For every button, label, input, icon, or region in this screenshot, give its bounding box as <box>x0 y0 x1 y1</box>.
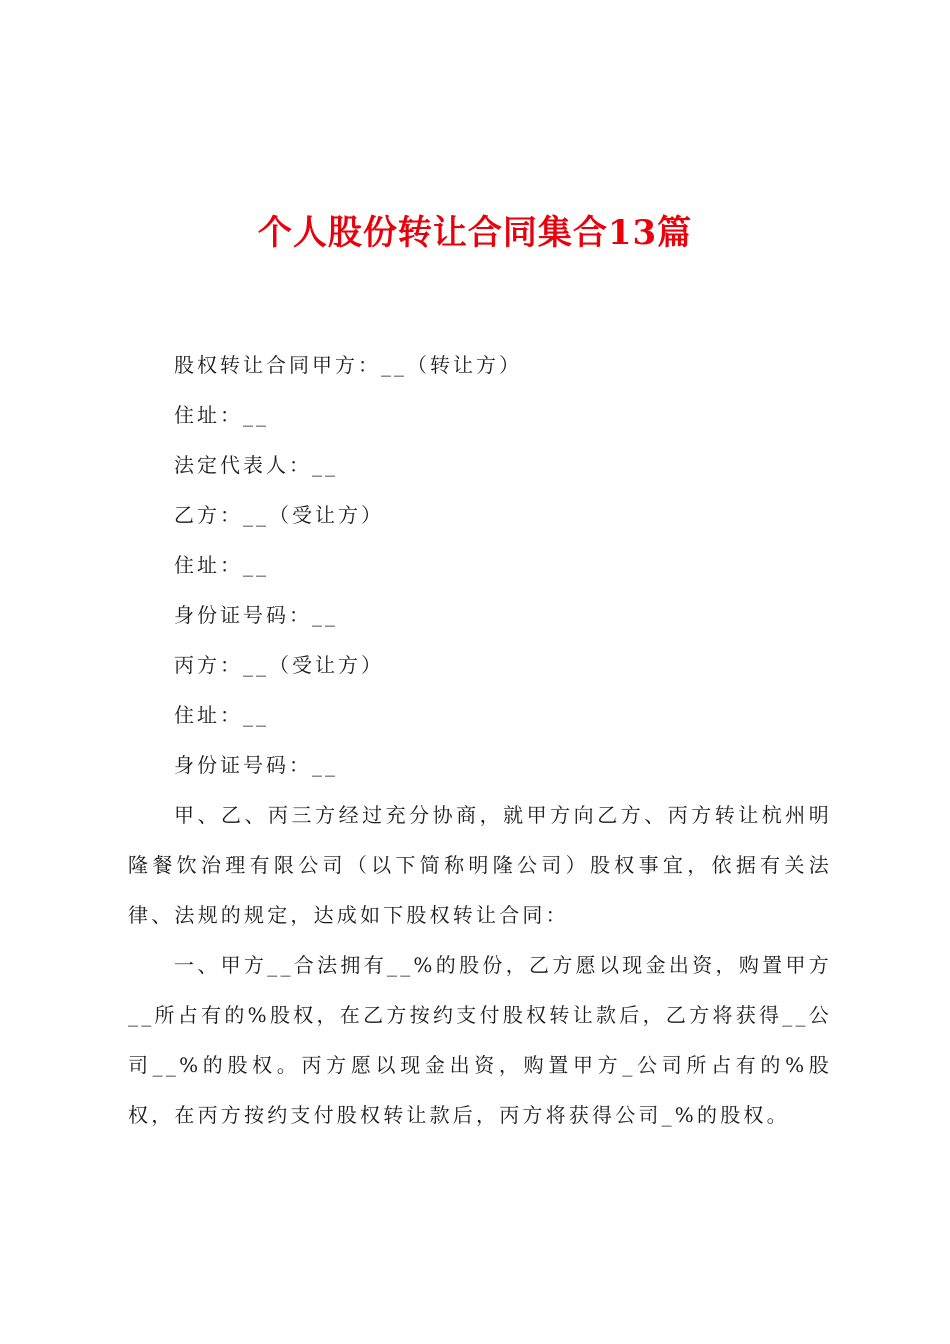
document-title: 个人股份转让合同集合13篇 <box>257 213 693 253</box>
clause-one-paragraph: 一、甲方__合法拥有__%的股份，乙方愿以现金出资，购置甲方__所占有的%股权，在乙方按约支付股权转让款后，乙方将获得__公司__%的股权。丙方愿以现金出资，购置甲方_公司所占有的%股权，在丙方按约支付股权转让款后，丙方将获得公司_%的股权。 <box>128 953 832 1127</box>
legal-representative-line: 法定代表人：__ <box>174 453 338 477</box>
party-a-line: 股权转让合同甲方：__（转让方） <box>174 353 522 377</box>
party-b-id-line: 身份证号码：__ <box>174 603 338 627</box>
party-b-line: 乙方：__（受让方） <box>174 503 384 527</box>
party-c-line: 丙方：__（受让方） <box>174 653 384 677</box>
preamble-paragraph: 甲、乙、丙三方经过充分协商，就甲方向乙方、丙方转让杭州明隆餐饮治理有限公司（以下简称明隆公司）股权事宜，依据有关法律、法规的规定，达成如下股权转让合同： <box>128 803 832 927</box>
party-c-id-line: 身份证号码：__ <box>174 753 338 777</box>
party-c-address-line: 住址：__ <box>174 703 269 727</box>
party-a-address-line: 住址：__ <box>174 403 269 427</box>
document-body <box>128 340 832 1140</box>
party-b-address-line: 住址：__ <box>174 553 269 577</box>
